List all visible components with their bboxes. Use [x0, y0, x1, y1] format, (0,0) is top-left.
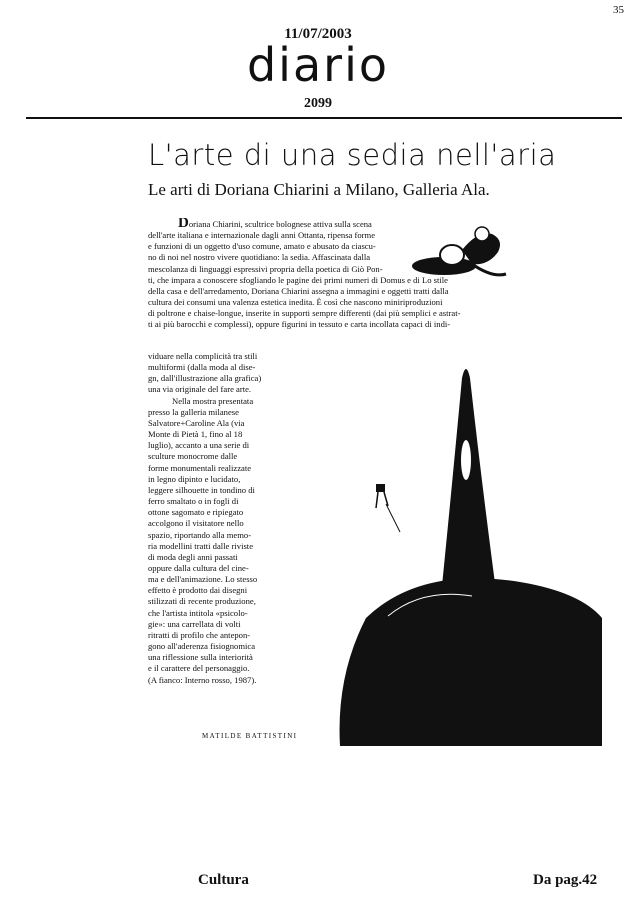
article-column-text	[148, 351, 360, 686]
text-line: gn, dall'illustrazione alla grafica)	[148, 373, 262, 384]
text-line: multiformi (dalla moda al dise-	[148, 362, 256, 373]
publication-date: 11/07/2003	[284, 26, 352, 42]
text-line: spazio, riportando alla memo-	[148, 529, 252, 540]
text-line: accolgono il visitatore nello	[148, 518, 244, 529]
author-signature: MATILDE BATTISTINI	[202, 732, 298, 740]
masthead-logo: diario	[246, 38, 389, 92]
text-line: ti ai più barocchi e complessi), oppure figurini in tessuto e carta incollata capaci di indi-	[148, 319, 451, 330]
text-line: in legno dipinto e lucidato,	[148, 473, 241, 484]
text-line: ferro smaltato o in fogli di	[148, 496, 239, 507]
text-line: no di noi nel nostro vivere quotidiano: la sedia. Affascinata dalla	[148, 252, 371, 263]
text-line: sculture monocrome dalle	[148, 451, 238, 462]
article-subheadline: Le arti di Doriana Chiarini a Milano, Galleria Ala.	[148, 180, 490, 199]
text-line: ria modellini tratti dalle riviste	[148, 540, 254, 551]
text-line: Monte di Pietà 1, fino al 18	[148, 429, 243, 440]
text-line: Nella mostra presentata	[172, 395, 254, 406]
text-line: ritratti di profilo che antepon-	[148, 629, 251, 640]
text-line: leggere silhouette in tondino di	[148, 484, 255, 495]
drop-cap: D	[178, 218, 189, 231]
text-line: Salvatore+Caroline Ala (via	[148, 417, 245, 428]
text-line: e funzioni di un oggetto d'uso comune, amato e abusato da ciascu-	[148, 241, 376, 252]
text-line: viduare nella complicità tra stili	[148, 351, 258, 361]
first-line-text: oriana Chiarini, scultrice bolognese attiva sulla scena	[188, 219, 372, 229]
sculpture-illustration	[330, 356, 610, 746]
text-line: mescolanza di linguaggi espressivi propria della poetica di Giò Pon-	[148, 263, 383, 274]
text-line: cultura dei consumi una valenza estetica inedita. È così che nascono miniriproduzioni	[148, 297, 443, 308]
text-line: effetto è prodotto dai disegni	[148, 585, 248, 596]
issue-number: 2099	[304, 96, 332, 111]
text-line: dell'arte italiana e internazionale dagli anni Ottanta, ripensa forme	[148, 230, 376, 241]
text-line: ma e dell'animazione. Lo stesso	[148, 574, 258, 585]
text-line: una riflessione sulla interiorità	[148, 652, 253, 663]
text-line: gono all'aderenza fisiognomica	[148, 641, 256, 652]
text-line: di poltrone e chaise-longue, inserite in supporti sempre differenti (dai più semplici e astrat-	[148, 308, 461, 319]
article-headline: L'arte di una sedia nell'aria	[148, 138, 557, 172]
reclining-figure-illustration	[408, 222, 512, 284]
text-line: una via originale del fare arte.	[148, 384, 252, 395]
text-line: di moda degli anni passati	[148, 551, 238, 562]
text-line: luglio), accanto a una serie di	[148, 440, 250, 451]
text-line: forme monumentali realizzate	[148, 462, 252, 473]
text-line: che l'artista intitola «psicolo-	[148, 607, 248, 618]
text-line: ottone sagomato e ripiegato	[148, 507, 244, 518]
footer-continued: Da pag.42	[533, 872, 598, 888]
page-number: 35	[613, 4, 624, 16]
text-line: (A fianco: Interno rosso, 1987).	[148, 674, 257, 685]
footer-section: Cultura	[198, 872, 249, 888]
text-line: gie»: una carrellata di volti	[148, 618, 241, 629]
text-line: presso la galleria milanese	[148, 406, 239, 417]
text-line: ti, che impara a conoscere sfogliando le pagine dei primi numeri di Domus e di Lo stile	[148, 274, 448, 285]
text-line: e il carattere del personaggio.	[148, 663, 250, 674]
text-line: stilizzati di recente produzione,	[148, 596, 256, 607]
header-rule	[26, 117, 622, 119]
text-line: oppure dalla cultura del cine-	[148, 562, 249, 573]
text-line: della casa e dell'arredamento, Doriana Chiarini assegna a immagini e oggetti tratti dalla	[148, 285, 449, 296]
